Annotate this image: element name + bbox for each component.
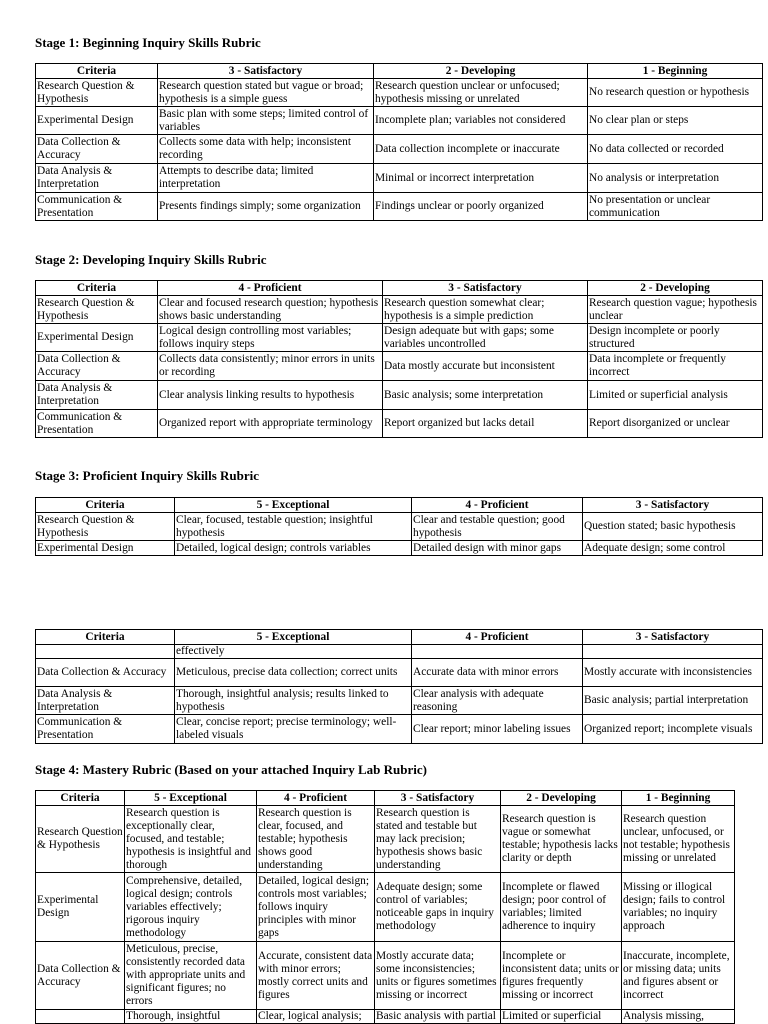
table-cell: Meticulous, precise, consistently recorded data with appropriate units and significant figures; no errors (125, 942, 257, 1010)
table-row (36, 687, 763, 715)
table-cell: Research question stated but vague or broad; hypothesis is a simple guess (158, 79, 374, 107)
column-header: 4 - Proficient (257, 791, 375, 806)
table-cell: Clear and focused research question; hypothesis shows basic understanding (158, 296, 383, 324)
table-cell: Design adequate but with gaps; some variables uncontrolled (383, 324, 588, 352)
table-cell: No analysis or interpretation (588, 164, 763, 193)
table-row (36, 193, 763, 221)
table-cell: Presents findings simply; some organization (158, 193, 374, 221)
criteria-cell: Experimental Design (36, 324, 158, 352)
column-header: 3 - Satisfactory (375, 791, 501, 806)
column-header: 4 - Proficient (412, 630, 583, 645)
criteria-cell: Experimental Design (36, 541, 175, 556)
column-header: Criteria (36, 791, 125, 806)
table-cell: Mostly accurate data; some inconsistencies; units or figures sometimes missing or incorrect (375, 942, 501, 1010)
table-cell: Clear, concise report; precise terminology; well-labeled visuals (175, 715, 412, 744)
table-cell: effectively (175, 645, 412, 659)
table-cell: Research question somewhat clear; hypothesis is a simple prediction (383, 296, 588, 324)
table-cell: Research question unclear, unfocused, or not testable; hypothesis missing or unrelated (622, 806, 735, 873)
stage-4-table (35, 790, 735, 1024)
table-row (36, 806, 735, 873)
column-header: 5 - Exceptional (175, 630, 412, 645)
table-row (36, 135, 763, 164)
table-cell: Limited or superficial analysis (588, 381, 763, 410)
column-header: 3 - Satisfactory (583, 498, 763, 513)
column-header: 3 - Satisfactory (158, 64, 374, 79)
table-cell: Meticulous, precise data collection; correct units (175, 659, 412, 687)
column-header: 2 - Developing (501, 791, 622, 806)
table-cell: Research question is exceptionally clear, focused, and testable; hypothesis is insightful and thorough (125, 806, 257, 873)
table-cell (583, 645, 763, 659)
table-row (36, 715, 763, 744)
table-cell: Inaccurate, incomplete, or missing data; units and figures absent or incorrect (622, 942, 735, 1010)
criteria-cell: Data Collection & Accuracy (36, 942, 125, 1010)
table-header-row (36, 281, 763, 296)
criteria-cell: Communication & Presentation (36, 410, 158, 438)
table-cell: Data collection incomplete or inaccurate (374, 135, 588, 164)
criteria-cell: Research Question & Hypothesis (36, 513, 175, 541)
table-cell: Incomplete plan; variables not considered (374, 107, 588, 135)
table-cell: Accurate, consistent data with minor errors; mostly correct units and figures (257, 942, 375, 1010)
table-row (36, 1010, 735, 1024)
table-cell: Basic analysis; partial interpretation (583, 687, 763, 715)
table-cell: Missing or illogical design; fails to control variables; no inquiry approach (622, 873, 735, 942)
table-row (36, 79, 763, 107)
table-header-row (36, 630, 763, 645)
table-cell: Collects some data with help; inconsistent recording (158, 135, 374, 164)
column-header: 4 - Proficient (158, 281, 383, 296)
table-cell: Clear, focused, testable question; insightful hypothesis (175, 513, 412, 541)
table-cell (412, 645, 583, 659)
table-row (36, 942, 735, 1010)
table-row (36, 659, 763, 687)
stage-1-table (35, 63, 763, 221)
column-header: Criteria (36, 498, 175, 513)
table-cell: Thorough, insightful (125, 1010, 257, 1024)
table-cell: Clear report; minor labeling issues (412, 715, 583, 744)
table-cell: Incomplete or flawed design; poor control of variables; limited adherence to inquiry (501, 873, 622, 942)
column-header: Criteria (36, 630, 175, 645)
table-cell: Collects data consistently; minor errors in units or recording (158, 352, 383, 381)
criteria-cell: Data Collection & Accuracy (36, 352, 158, 381)
table-cell: Clear and testable question; good hypothesis (412, 513, 583, 541)
table-cell: Clear, logical analysis; (257, 1010, 375, 1024)
table-row (36, 410, 763, 438)
table-cell: Data mostly accurate but inconsistent (383, 352, 588, 381)
column-header: 4 - Proficient (412, 498, 583, 513)
criteria-cell: Experimental Design (36, 107, 158, 135)
table-cell: Detailed, logical design; controls variables (175, 541, 412, 556)
table-cell: Adequate design; some control of variables; noticeable gaps in inquiry methodology (375, 873, 501, 942)
stage-3-title: Stage 3: Proficient Inquiry Skills Rubric (35, 468, 260, 483)
table-row (36, 107, 763, 135)
table-cell: Mostly accurate with inconsistencies (583, 659, 763, 687)
table-cell: Basic analysis with partial (375, 1010, 501, 1024)
table-row (36, 381, 763, 410)
criteria-cell: Data Analysis & Interpretation (36, 164, 158, 193)
table-cell: Attempts to describe data; limited interpretation (158, 164, 374, 193)
table-cell: Report disorganized or unclear (588, 410, 763, 438)
table-row (36, 645, 763, 659)
stage-1-title: Stage 1: Beginning Inquiry Skills Rubric (35, 35, 261, 50)
criteria-cell: Experimental Design (36, 873, 125, 942)
table-cell: Thorough, insightful analysis; results linked to hypothesis (175, 687, 412, 715)
table-cell: Design incomplete or poorly structured (588, 324, 763, 352)
table-header-row (36, 64, 763, 79)
table-cell: Minimal or incorrect interpretation (374, 164, 588, 193)
table-row (36, 513, 763, 541)
table-header-row (36, 498, 763, 513)
table-cell: Research question vague; hypothesis unclear (588, 296, 763, 324)
table-cell: Clear analysis linking results to hypothesis (158, 381, 383, 410)
column-header: 3 - Satisfactory (383, 281, 588, 296)
column-header: 5 - Exceptional (175, 498, 412, 513)
table-cell: Organized report with appropriate terminology (158, 410, 383, 438)
criteria-cell: Research Question & Hypothesis (36, 806, 125, 873)
table-row (36, 352, 763, 381)
table-cell: Analysis missing, (622, 1010, 735, 1024)
column-header: Criteria (36, 281, 158, 296)
table-cell: Findings unclear or poorly organized (374, 193, 588, 221)
table-cell: Research question is clear, focused, and testable; hypothesis shows good understanding (257, 806, 375, 873)
table-cell: Logical design controlling most variables; follows inquiry steps (158, 324, 383, 352)
criteria-cell: Data Analysis & Interpretation (36, 687, 175, 715)
table-cell: Accurate data with minor errors (412, 659, 583, 687)
table-cell: Comprehensive, detailed, logical design; controls variables effectively; rigorous inquiry methodology (125, 873, 257, 942)
criteria-cell: Research Question & Hypothesis (36, 296, 158, 324)
table-cell: Research question is vague or somewhat testable; hypothesis lacks clarity or depth (501, 806, 622, 873)
table-cell: Limited or superficial (501, 1010, 622, 1024)
table-cell: Basic analysis; some interpretation (383, 381, 588, 410)
criteria-cell: Communication & Presentation (36, 715, 175, 744)
criteria-cell (36, 1010, 125, 1024)
criteria-cell: Communication & Presentation (36, 193, 158, 221)
table-cell: Report organized but lacks detail (383, 410, 588, 438)
stage-2-title: Stage 2: Developing Inquiry Skills Rubric (35, 252, 267, 267)
stage-4-title: Stage 4: Mastery Rubric (Based on your attached Inquiry Lab Rubric) (35, 762, 427, 777)
criteria-cell: Data Collection & Accuracy (36, 659, 175, 687)
table-row (36, 541, 763, 556)
column-header: Criteria (36, 64, 158, 79)
table-cell: Organized report; incomplete visuals (583, 715, 763, 744)
table-cell: No data collected or recorded (588, 135, 763, 164)
table-cell: Research question is stated and testable but may lack precision; hypothesis shows basic understanding (375, 806, 501, 873)
table-cell: No clear plan or steps (588, 107, 763, 135)
column-header: 1 - Beginning (588, 64, 763, 79)
table-cell: No presentation or unclear communication (588, 193, 763, 221)
column-header: 1 - Beginning (622, 791, 735, 806)
table-cell: Data incomplete or frequently incorrect (588, 352, 763, 381)
criteria-cell: Data Analysis & Interpretation (36, 381, 158, 410)
stage-2-table (35, 280, 763, 438)
stage-3-table-continued (35, 629, 763, 744)
table-cell: Question stated; basic hypothesis (583, 513, 763, 541)
table-row (36, 873, 735, 942)
table-row (36, 324, 763, 352)
criteria-cell: Data Collection & Accuracy (36, 135, 158, 164)
criteria-cell: Research Question & Hypothesis (36, 79, 158, 107)
table-cell: Incomplete or inconsistent data; units or figures frequently missing or incorrect (501, 942, 622, 1010)
criteria-cell (36, 645, 175, 659)
column-header: 2 - Developing (374, 64, 588, 79)
table-cell: Basic plan with some steps; limited control of variables (158, 107, 374, 135)
column-header: 3 - Satisfactory (583, 630, 763, 645)
column-header: 5 - Exceptional (125, 791, 257, 806)
table-row (36, 164, 763, 193)
table-cell: Research question unclear or unfocused; hypothesis missing or unrelated (374, 79, 588, 107)
table-cell: Adequate design; some control (583, 541, 763, 556)
stage-3-table (35, 497, 763, 556)
table-cell: Clear analysis with adequate reasoning (412, 687, 583, 715)
table-cell: No research question or hypothesis (588, 79, 763, 107)
table-cell: Detailed design with minor gaps (412, 541, 583, 556)
table-cell: Detailed, logical design; controls most variables; follows inquiry principles with minor gaps (257, 873, 375, 942)
column-header: 2 - Developing (588, 281, 763, 296)
table-row (36, 296, 763, 324)
table-header-row (36, 791, 735, 806)
